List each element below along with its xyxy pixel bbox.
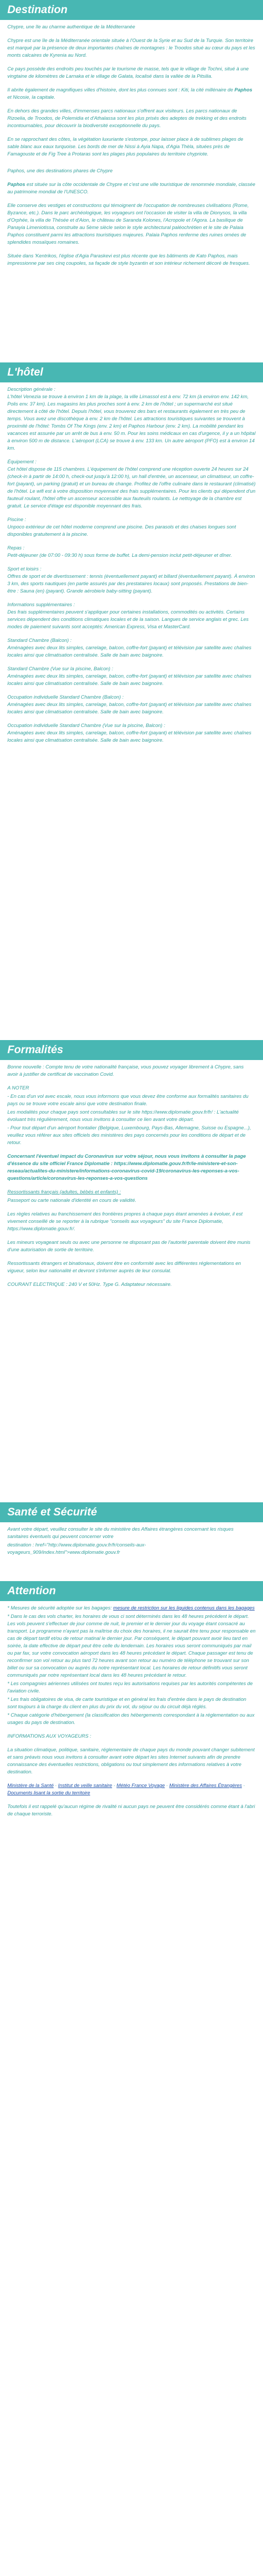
attention-section — [0, 1581, 263, 2203]
destination-paragraph: Chypre est une île de la Méditerranée orientale située à l'Ouest de la Syrie et au Sud de la Turquie. Son territoire est marqué par la présence de deux importantes chaînes de montagnes : le Troodos situé au cœur du pays et les monts calcaires de Kyrenia au Nord. — [7, 37, 255, 58]
formalites-paragraph: COURANT ELECTRIQUE : 240 V et 50Hz. Type G. Adaptateur nécessaire. — [7, 1281, 172, 1287]
sante-body — [0, 1522, 263, 1556]
hotel-text: Aménagées avec deux lits simples, carrelage, balcon, coffre-fort (payant) et télévision par satellite avec chaînes locales ainsi que climatisation centralisée. Salle de bain avec baignoire. — [7, 673, 251, 686]
destination-title: Destination — [7, 4, 68, 16]
hotel-text: Aménagées avec deux lits simples, carrelage, balcon, coffre-fort (payant) et télévision par satellite avec chaînes locales ainsi que climatisation centralisée. Salle de bain avec baignoire. — [7, 645, 251, 658]
destination-intro: Chypre, une île au charme authentique de la Méditerranée — [7, 24, 135, 29]
formalites-paragraph: Bonne nouvelle : Compte tenu de votre nationalité française, vous pouvez voyager librement à Chypre, sans avoir à justifier de certificat de vaccination Covid. — [7, 1064, 244, 1077]
hotel-label: Piscine : — [7, 516, 26, 522]
formalites-covid-text[interactable]: Concernant l'éventuel impact du Coronavirus sur votre séjour, nous vous invitons à consulter la page d'éssence du site officiel France Diplomatie : https://www.diplomatie.gouv.fr/fr/le-ministere-et-son-reseau/actualites-du-ministere/informations-coronavirus-covid-19/coronavirus-les-reponses-a-vos-questions/article/coronavirus-les-reponses-a-vos-questions — [7, 1153, 246, 1181]
destination-text: et Nicosie, la capitale. — [7, 94, 56, 100]
formalites-paragraph: Les modalités pour chaque pays sont consultables sur le site https://www.diplomatie.gouv.fr/fr/ : L'actualité évoluant très régulièrement, nous vous invitons à consulter ce lien avant votre départ. — [7, 1109, 239, 1122]
hotel-title: L'hôtel — [7, 366, 43, 378]
attention-paragraph: La situation climatique, politique, sanitaire, réglementaire de chaque pays du monde pouvant changer subitement et sans préavis nous vous invitons à consulter avant votre départ les sites Internet suivants afin de prendre connaissance des éventuelles restrictions, obligations ou tout simplement des informations relatives à votre destination. — [7, 1747, 255, 1774]
attention-paragraph: * Dans le cas des vols charter, les horaires de vous ci sont déterminés dans les 48 heures précédent le départ. Les vols peuvent s'effectuer de jour comme de nuit, le premier et le dernier jour du voyage étant consacré au transport. Le programme n'ayant pas la maîtrise du choix des horaires, il ne saurait être tenu pour responsable en cas de départ tardif et/ou de retour matinal le dernier jour. Par conséquent, le départ pouvant avoir lieu tard en soirée, la date effective de départ peut être celle du lendemain. Les horaires vous seront communiqués par mail ou par fax, sur votre convocation aéroport dans les 48 heures précédant le départ. Chaque passager est tenu de reconfirmer son vol retour au plus tard 72 heures avant son retour au numéro de téléphone se trouvant sur son billet ou sur sa convocation ou auprès du notre représentant local. Les horaires de retour définitifs vous seront communiqués par notre représentant local dans les 48 heures précédant le retour. — [7, 1613, 256, 1678]
destination-paragraph: En se rapprochant des côtes, la végétation luxuriante s'estompe, pour laisser place à de sublimes plages de sable blanc aux eaux turquoise. Les bords de mer de Nissi à Ayia Napa, d'Agia Thèla, situées près de Famagouste et de Fig Tree à Protaras sont les plages plus populaires du territoire chypriote. — [7, 136, 244, 157]
hotel-text: L'hôtel Venezia se trouve à environ 1 km de la plage, la ville Limassol est à env. 72 km (à environ env. 142 km, Polis env. 37 km). Les magasins les plus proches sont à env. 2 km de l'hôtel ; un supermarché est situé directement à côté de l'hôtel. Depuis l'hôtel, vous trouverez des bars et restaurants également en très peu de temps. Vous avez une discothèque à env. 2 km de l'hôtel. Les attractions touristiques suivantes se trouvent à proximité de l'hôtel: Tombs Of The Kings (env. 2 km) et Paphos Harbour (env. 2 km). La mobilité pendant les vacances est assurée par un arrêt de bus à env. 50 m. Pour les soins médicaux en cas d'urgence, il y a un hôpital à environ 500 m de distance. L'aéroport (LCA) se trouve à env. 133 km. Un autre aéroport (PFO) est à environ 14 km. — [7, 393, 256, 451]
hotel-label: Informations supplémentaires : — [7, 601, 75, 607]
hotel-text: Petit-déjeuner (de 07:00 - 09:30 h) sous forme de buffet. La demi-pension inclut petit-déjeuner et dîner. — [7, 552, 232, 558]
destination-paragraph: Située dans 'Kentrikos, l'église d'Agia Paraskevi est plus récente que les bâtiments de Kato Paphos, mais impressionne par ses cinq coupoles, sa façade de style byzantin et son intérieur richement décoré de fresques. — [7, 253, 250, 266]
hotel-label: Standard Chambre (Vue sur la piscine, Balcon) : — [7, 666, 113, 671]
hotel-block — [7, 637, 256, 659]
link-veille-sanitaire[interactable]: Institut de veille sanitaire — [58, 1782, 113, 1788]
destination-paragraph: En dehors des grandes villes, d'immenses parcs nationaux s'offrent aux visiteurs. Les parcs nationaux de Rizoelia, de Troodos, de Polemidia et d'Athalassa sont les plus prisés des adeptes de trekking et des endroits incontournables, pour découvrir la biodiversité exceptionnelle du pays. — [7, 108, 247, 128]
attention-subheading: INFORMATIONS AUX VOYAGEURS : — [7, 1733, 92, 1739]
formalites-paragraph: Les mineurs voyageant seuls ou avec une personne ne disposant pas de l'autorité parentale doivent être munis d'une autorisation de sortie de territoire. — [7, 1239, 250, 1252]
hotel-header — [0, 362, 263, 382]
hotel-block — [7, 544, 256, 559]
formalites-body — [0, 1060, 263, 1288]
link-meteo-france[interactable]: Météo France Voyage — [116, 1782, 165, 1788]
attention-paragraph: * Les compagnies aériennes utilisées ont toutes reçu les autorisations requises par les autorités compétentes de l'aviation civile. — [7, 1680, 253, 1694]
hotel-text: Aménagées avec deux lits simples, carrelage, balcon, coffre-fort (payant) et télévision par satellite avec chaînes locales ainsi que climatisation centralisée. Salle de bain avec baignoire. — [7, 730, 251, 743]
formalites-paragraph — [7, 1188, 256, 1196]
destination-paragraph — [7, 181, 256, 195]
destination-paragraph: Ce pays possède des endroits peu touchés par le tourisme de masse, tels que le village de Tochni, situé à une vingtaine de kilomètres de Larnaka et le village de Galata, localisé dans la vallée de la Pitsilia. — [7, 66, 249, 79]
destination-text: Il abrite également de magnifiques villes d'histoire, dont les plus connues sont : Kiti, la cité millénaire de — [7, 87, 235, 92]
destination-paragraph — [7, 86, 256, 101]
formalites-paragraph: Ressortissants étrangers et binationaux, doivent être en conformité avec les différentes réglementations en vigueur, selon leur nationalité et devront s'informer auprès de leur consulat. — [7, 1260, 241, 1273]
attention-text: * Mesures de sécurité adoptée sur les bagages: — [7, 1605, 114, 1611]
paphos-bold: Paphos — [7, 181, 25, 187]
hotel-body — [0, 382, 263, 744]
sante-header — [0, 1502, 263, 1522]
hotel-block — [7, 516, 256, 538]
hotel-label: Standard Chambre (Balcon) : — [7, 637, 72, 643]
hotel-text: Aménagées avec deux lits simples, carrelage, balcon, coffre-fort (payant) et télévision par satellite avec chaînes locales ainsi que climatisation centralisée. Salle de bain avec baignoire. — [7, 701, 251, 714]
formalites-paragraph: - En cas d'un vol avec escale, nous vous informons que vous devez être conforme aux formalités sanitaires du pays ou se trouve votre escale ainsi que votre destination finale. — [7, 1093, 249, 1106]
link-ministere-sante[interactable]: Ministère de la Santé — [7, 1782, 54, 1788]
attention-body — [0, 1601, 263, 1817]
hotel-block — [7, 665, 256, 687]
attention-paragraph: Toutefois il est rappelé qu'aucun régime de rivalité ni aucun pays ne peuvent être considérés comme étant à l'abri de chaque terroriste. — [7, 1803, 255, 1816]
formalites-title: Formalités — [7, 1044, 64, 1056]
formalites-paragraph: Passeport ou carte nationale d'identité en cours de validité. — [7, 1197, 137, 1203]
hotel-block — [7, 386, 256, 452]
formalites-note-heading: A NOTER — [7, 1085, 29, 1090]
hotel-label: Description générale : — [7, 386, 56, 392]
hotel-section — [0, 362, 263, 1040]
hotel-text: Cet hôtel dispose de 115 chambres. L'équipement de l'hôtel comprend une réception ouverte 24 heures sur 24 (check-in à partir de 14:00 h, check-out jusqu'à 12:00 h), un hall d'entrée, un ascenseur, un climatiseur, un coffre-fort (payant), un parking (gratuit) et un bureau de change. Profitez de l'offre culinaire dans le restaurant (climatisé) de l'hôtel. Le wifi est à votre disposition moyennant des frais supplémentaires. Pour les clients qui dépendent d'un fauteuil roulant, l'hôtel offre un ascenseur accessible aux fauteuils roulants. Le nettoyage de la chambre est gratuit. Le service d'étage est disponible moyennant des frais. — [7, 466, 256, 508]
hotel-label: Équipement : — [7, 459, 37, 464]
formalites-section — [0, 1040, 263, 1502]
hotel-block — [7, 693, 256, 715]
destination-section — [0, 0, 263, 362]
attention-paragraph: * Les frais obligatoires de visa, de carte touristique et en général les frais d'entrée dans le pays de destination sont toujours à la charge du client en plus du prix du vol, du séjour ou du circuit déjà réglés. — [7, 1696, 247, 1709]
hotel-block — [7, 601, 256, 630]
destination-header — [0, 0, 263, 20]
hotel-label: Occupation individuelle Standard Chambre (Balcon) : — [7, 694, 124, 700]
hotel-block — [7, 565, 256, 595]
destination-paragraph: Elle conserve des vestiges et constructions qui témoignent de l'occupation de nombreuses civilisations (Rome, Byzance, etc.). Dans le parc archéologique, les voyageurs ont l'occasion de visiter la villa de Dionysos, la villa d'Orphée, la villa de Thésée et d'Aion, le château de Saranda Kolones, l'Acropole et l'Agora. La basilique de Panayia Limeniotissa, construite au 5ème siècle selon le style architectural paléochrétien et le site de Palaia Paphos constituent parmi les attractions touristiques majeures. Palaia Paphos renferme des ruines ornées de splendides mosaïques romaines. — [7, 202, 249, 245]
hotel-text: Offres de sport et de divertissement : tennis (éventuellement payant) et billard (éventuellement payant). À environ 3 km, des sports nautiques (en partie assurés par des prestataires locaux) sont proposés. Prestations de bien-être : Sauna (en) (payant). Grande aérobie/e baby-sitting (payant). — [7, 573, 255, 594]
hotel-label: Repas : — [7, 545, 25, 550]
link-sortie-territoire[interactable]: Documents lisant la sortie du territoire — [7, 1790, 90, 1795]
attention-paragraph: * Chaque catégorie d'hébergement (la classification des hébergements correspondant à la réglementation ou aux usages du pays de destination. — [7, 1712, 255, 1725]
paphos-bold: Paphos — [234, 87, 252, 92]
hotel-block — [7, 722, 256, 744]
formalites-paragraph: - Pour tout départ d'un aéroport frontalier (Belgique, Luxembourg, Pays-Bas, Allemagne, Suisse ou Espagne...), veuillez vous référer aux sites officiels des ministères des pays concernés pour les conditions de départ et de retour. — [7, 1125, 251, 1145]
formalites-covid-link[interactable] — [7, 1152, 256, 1182]
attention-title: Attention — [7, 1585, 56, 1597]
destination-body — [0, 20, 263, 267]
attention-paragraph — [7, 1604, 256, 1612]
hotel-label: Sport et loisirs : — [7, 566, 42, 572]
attention-links: Ministère de la Santé · Institut de veille sanitaire · Météo France Voyage · Ministère des Affaires Étrangères · Documents lisant la sortie du territoire — [7, 1782, 245, 1795]
hotel-label: Occupation individuelle Standard Chambre (Vue sur la piscine, Balcon) : — [7, 722, 165, 728]
hotel-block — [7, 458, 256, 510]
sante-section — [0, 1502, 263, 1581]
formalites-paragraph: Les règles relatives au franchissement des frontières propres à chaque pays étant amenées à évoluer, il est vivement conseillé de se reporter à la rubrique "conseils aux voyageurs" du site France Diplomatie, https://www.diplomatie.gouv.fr/. — [7, 1211, 243, 1231]
destination-subheading: Paphos, une des destinations phares de Chypre — [7, 168, 113, 173]
sante-title: Santé et Sécurité — [7, 1506, 97, 1518]
sante-paragraph: Avant votre départ, veuillez consulter le site du ministère des Affaires étrangères concernant les risques sanitaires éventuels qui peuvent concerner votre — [7, 1526, 234, 1539]
hotel-text: Des frais supplémentaires peuvent s'appliquer pour certaines installations, commodités ou activités. Certains services dépendent des conditions climatiques locales et de la saison. Langues de service anglais et grec. Les modes de paiement suivants sont acceptés: American Express, Visa et MasterCard. — [7, 609, 249, 629]
hotel-text: Unpoco extérieur de cet hôtel moderne comprend une piscine. Des parasols et des chaises longues sont disponibles gratuitement à la piscine. — [7, 524, 236, 537]
formalites-underline: Ressortissants français (adultes, bébés et enfants) : — [7, 1189, 121, 1194]
attention-header — [0, 1581, 263, 1601]
liquids-restriction-link[interactable]: mesure de restriction sur les liquides contenus dans les bagages — [113, 1605, 255, 1611]
destination-text: est située sur la côte occidentale de Chypre et c'est une ville touristique de renommée mondiale, classée au patrimoine mondial de l'UNESCO. — [7, 181, 256, 194]
link-affaires-etrangeres[interactable]: Ministère des Affaires Étrangères — [169, 1782, 242, 1788]
formalites-header — [0, 1040, 263, 1060]
sante-paragraph: destination : href="http://www.diplomatie.gouv.fr/fr/conseils-aux-voyageurs_909/index.html">www.diplomatie.gouv.fr — [7, 1542, 146, 1555]
